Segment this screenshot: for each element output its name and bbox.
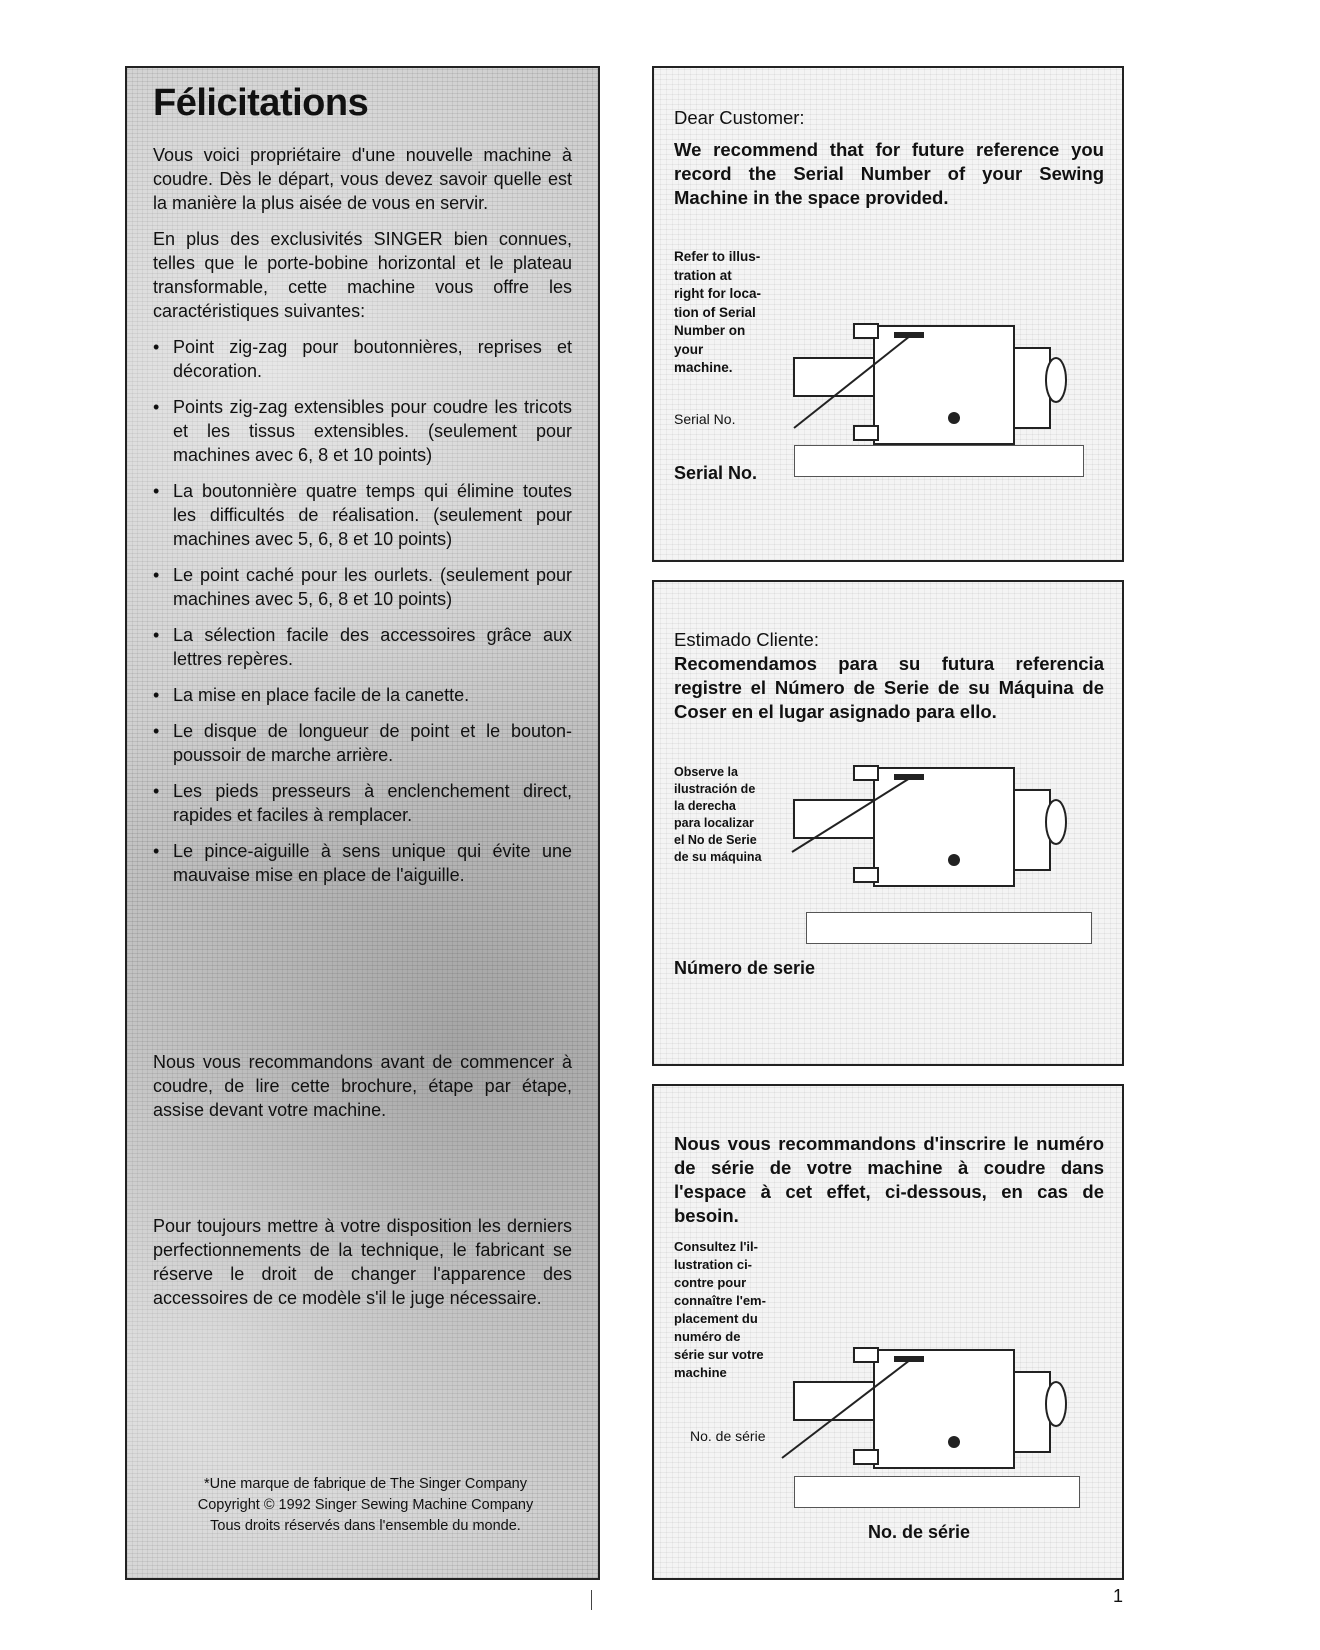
trademark-note: *Une marque de fabrique de The Singer Company <box>204 1476 527 1492</box>
reserve-paragraph: Pour toujours mettre à votre disposition les derniers perfectionnements de la technique, le fabricant se réserve le droit de changer l'apparence des accessoires de ce modèle s'il le juge nécessaire. <box>153 1216 572 1308</box>
sewing-machine-underside-illustration <box>774 1342 1074 1482</box>
recommend-paragraph: Nous vous recommandons avant de commencer à coudre, de lire cette brochure, étape par étape, assise devant votre machine. <box>153 1052 572 1120</box>
bullet-icon: • <box>153 337 160 357</box>
bullet-icon: • <box>153 625 160 645</box>
illustration-note: Observe la ilustración de la derecha para localizar el No de Serie de su máquina <box>674 765 762 864</box>
feature-item: • Points zig-zag extensibles pour coudre les tricots et les tissus extensibles. (seulement pour machines avec 6, 8 et 10 points) <box>153 397 572 465</box>
serial-panel-french <box>652 1084 1124 1580</box>
serial-number-label: Número de serie <box>674 958 816 978</box>
feature-item: • La boutonnière quatre temps qui élimine toutes les difficultés de réalisation. (seulement pour machines avec 5, 6, 8 et 10 points) <box>153 481 572 549</box>
serial-number-field[interactable] <box>806 912 1092 944</box>
felicitations-panel <box>125 66 600 1580</box>
feature-item: • La mise en place facile de la canette. <box>153 685 470 705</box>
feature-item: • Les pieds presseurs à enclenchement direct, rapides et faciles à remplacer. <box>153 781 572 825</box>
sewing-machine-underside-illustration <box>774 760 1074 900</box>
instruction-text: Recomendamos para su futura referencia registre el Número de Serie de su Máquina de Coser en el lugar asignado para ello. <box>674 653 1104 722</box>
serial-number-field[interactable] <box>794 445 1084 477</box>
page-title: Félicitations <box>153 82 369 124</box>
serial-panel-english <box>652 66 1124 562</box>
pointer-label: Serial No. <box>674 411 736 427</box>
greeting: Estimado Cliente: <box>674 629 819 650</box>
bullet-icon: • <box>153 721 160 741</box>
bullet-icon: • <box>153 841 160 861</box>
feature-item: • Point zig-zag pour boutonnières, reprises et décoration. <box>153 337 572 381</box>
serial-number-label: Serial No. <box>674 463 758 483</box>
copyright-line: Copyright © 1992 Singer Sewing Machine Company <box>197 1497 534 1513</box>
features-intro-paragraph: En plus des exclusivités SINGER bien connues, telles que le porte-bobine horizontal et le plateau transformable, cette machine vous offre les caractéristiques suivantes: <box>153 229 572 321</box>
serial-number-label: No. de série <box>868 1522 971 1542</box>
page-number: 1 <box>1113 1586 1124 1606</box>
bullet-icon: • <box>153 685 160 705</box>
bullet-icon: • <box>153 781 160 801</box>
feature-item: • Le point caché pour les ourlets. (seulement pour machines avec 5, 6, 8 et 10 points) <box>153 565 572 609</box>
feature-item: • Le pince-aiguille à sens unique qui évite une mauvaise mise en place de l'aiguille. <box>153 841 572 885</box>
bullet-icon: • <box>153 481 160 501</box>
binding-mark <box>591 1590 592 1610</box>
illustration-note: Consultez l'il- lustration ci- contre pour connaître l'em- placement du numéro de série sur votre machine <box>674 1239 766 1380</box>
sewing-machine-underside-illustration <box>774 318 1074 458</box>
serial-number-field[interactable] <box>794 1476 1080 1508</box>
greeting: Dear Customer: <box>674 107 805 128</box>
feature-item: • La sélection facile des accessoires grâce aux lettres repères. <box>153 625 572 669</box>
bullet-icon: • <box>153 565 160 585</box>
copyright-footer <box>153 1474 578 1537</box>
instruction-text: We recommend that for future reference you record the Serial Number of your Sewing Machine in the space provided. <box>674 139 1104 208</box>
pointer-label: No. de série <box>690 1428 766 1444</box>
instruction-text: Nous vous recommandons d'inscrire le numéro de série de votre machine à coudre dans l'espace à cet effet, ci-dessous, en cas de besoin. <box>674 1133 1104 1226</box>
intro-paragraph: Vous voici propriétaire d'une nouvelle machine à coudre. Dès le départ, vous devez savoir quelle est la manière la plus aisée de vous en servir. <box>153 145 572 213</box>
rights-line: Tous droits réservés dans l'ensemble du monde. <box>210 1518 521 1534</box>
bullet-icon: • <box>153 397 160 417</box>
serial-panel-spanish <box>652 580 1124 1066</box>
feature-item: • Le disque de longueur de point et le bouton-poussoir de marche arrière. <box>153 721 572 765</box>
features-list <box>153 335 572 887</box>
illustration-note: Refer to illus- tration at right for loca- tion of Serial Number on your machine. <box>674 249 761 375</box>
